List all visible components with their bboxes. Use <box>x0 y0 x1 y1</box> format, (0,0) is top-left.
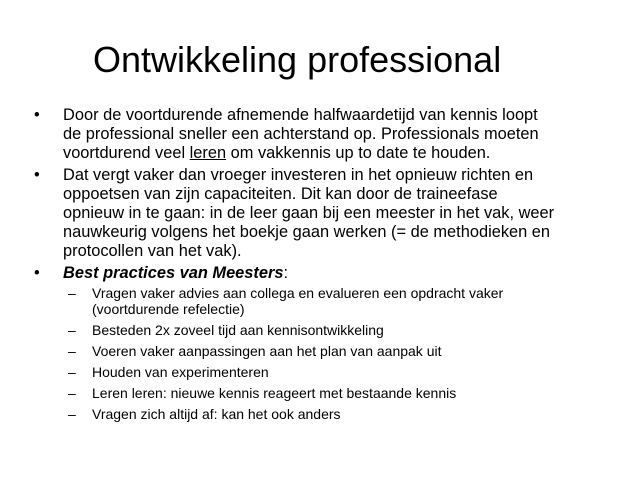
bullet-line: oppoetsen van zijn capaciteiten. Dit kan door de traineefase <box>63 184 498 203</box>
sub-item <box>68 364 630 381</box>
bullet-item <box>34 106 630 164</box>
emphasis-text: Best practices van Meesters <box>63 263 284 282</box>
bullet-line: protocollen van het vak). <box>63 242 242 261</box>
bullet-text: om vakkennis up to date te houden. <box>226 144 491 163</box>
bullet-line: de professional sneller een achterstand op. Professionals moeten <box>63 125 539 144</box>
bullet-line: Door de voortdurende afnemende halfwaardetijd van kennis loopt <box>63 106 538 124</box>
dash-marker: – <box>68 385 76 402</box>
bullet-line <box>63 264 630 283</box>
dash-marker: – <box>68 406 76 423</box>
bullet-line: nauwkeurig volgens het boekje gaan werken (= de methodieken en <box>63 223 551 242</box>
bullet-item <box>34 264 630 423</box>
bullet-line: opnieuw in te gaan: in de leer gaan bij een meester in het vak, weer <box>63 204 555 223</box>
dash-marker: – <box>68 343 76 360</box>
bullet-marker: • <box>34 165 40 184</box>
sub-line: Leren leren: nieuwe kennis reageert met bestaande kennis <box>92 385 457 402</box>
sub-line: Vragen zich altijd af: kan het ook anders <box>92 406 341 423</box>
dash-marker: – <box>68 322 76 339</box>
sub-line: Vragen vaker advies aan collega en evalueren een opdracht vaker <box>92 284 504 301</box>
bullet-marker: • <box>34 106 40 124</box>
bullet-marker: • <box>34 263 40 282</box>
sub-item <box>68 285 630 318</box>
sub-line: Voeren vaker aanpassingen aan het plan van aanpak uit <box>92 343 442 360</box>
sub-line: Besteden 2x zoveel tijd aan kennisontwikkeling <box>92 322 384 339</box>
sub-item <box>68 322 630 339</box>
bullet-line: Dat vergt vaker dan vroeger investeren in het opnieuw richten en <box>63 165 534 184</box>
sub-line: (voortdurende refelectie) <box>92 301 245 318</box>
dash-marker: – <box>68 364 76 381</box>
sub-line: Houden van experimenteren <box>92 364 269 381</box>
sub-list <box>63 285 630 423</box>
bullet-line <box>63 144 630 163</box>
slide-title: Ontwikkeling professional <box>93 39 502 80</box>
bullet-text: : <box>283 263 289 282</box>
bullet-text: voortdurend veel <box>63 144 190 163</box>
underlined-word: leren <box>189 144 227 163</box>
dash-marker: – <box>68 284 76 301</box>
sub-item <box>68 385 630 402</box>
bullet-item <box>34 166 630 262</box>
sub-item <box>68 343 630 360</box>
bullet-list <box>34 106 630 427</box>
sub-item <box>68 406 630 423</box>
